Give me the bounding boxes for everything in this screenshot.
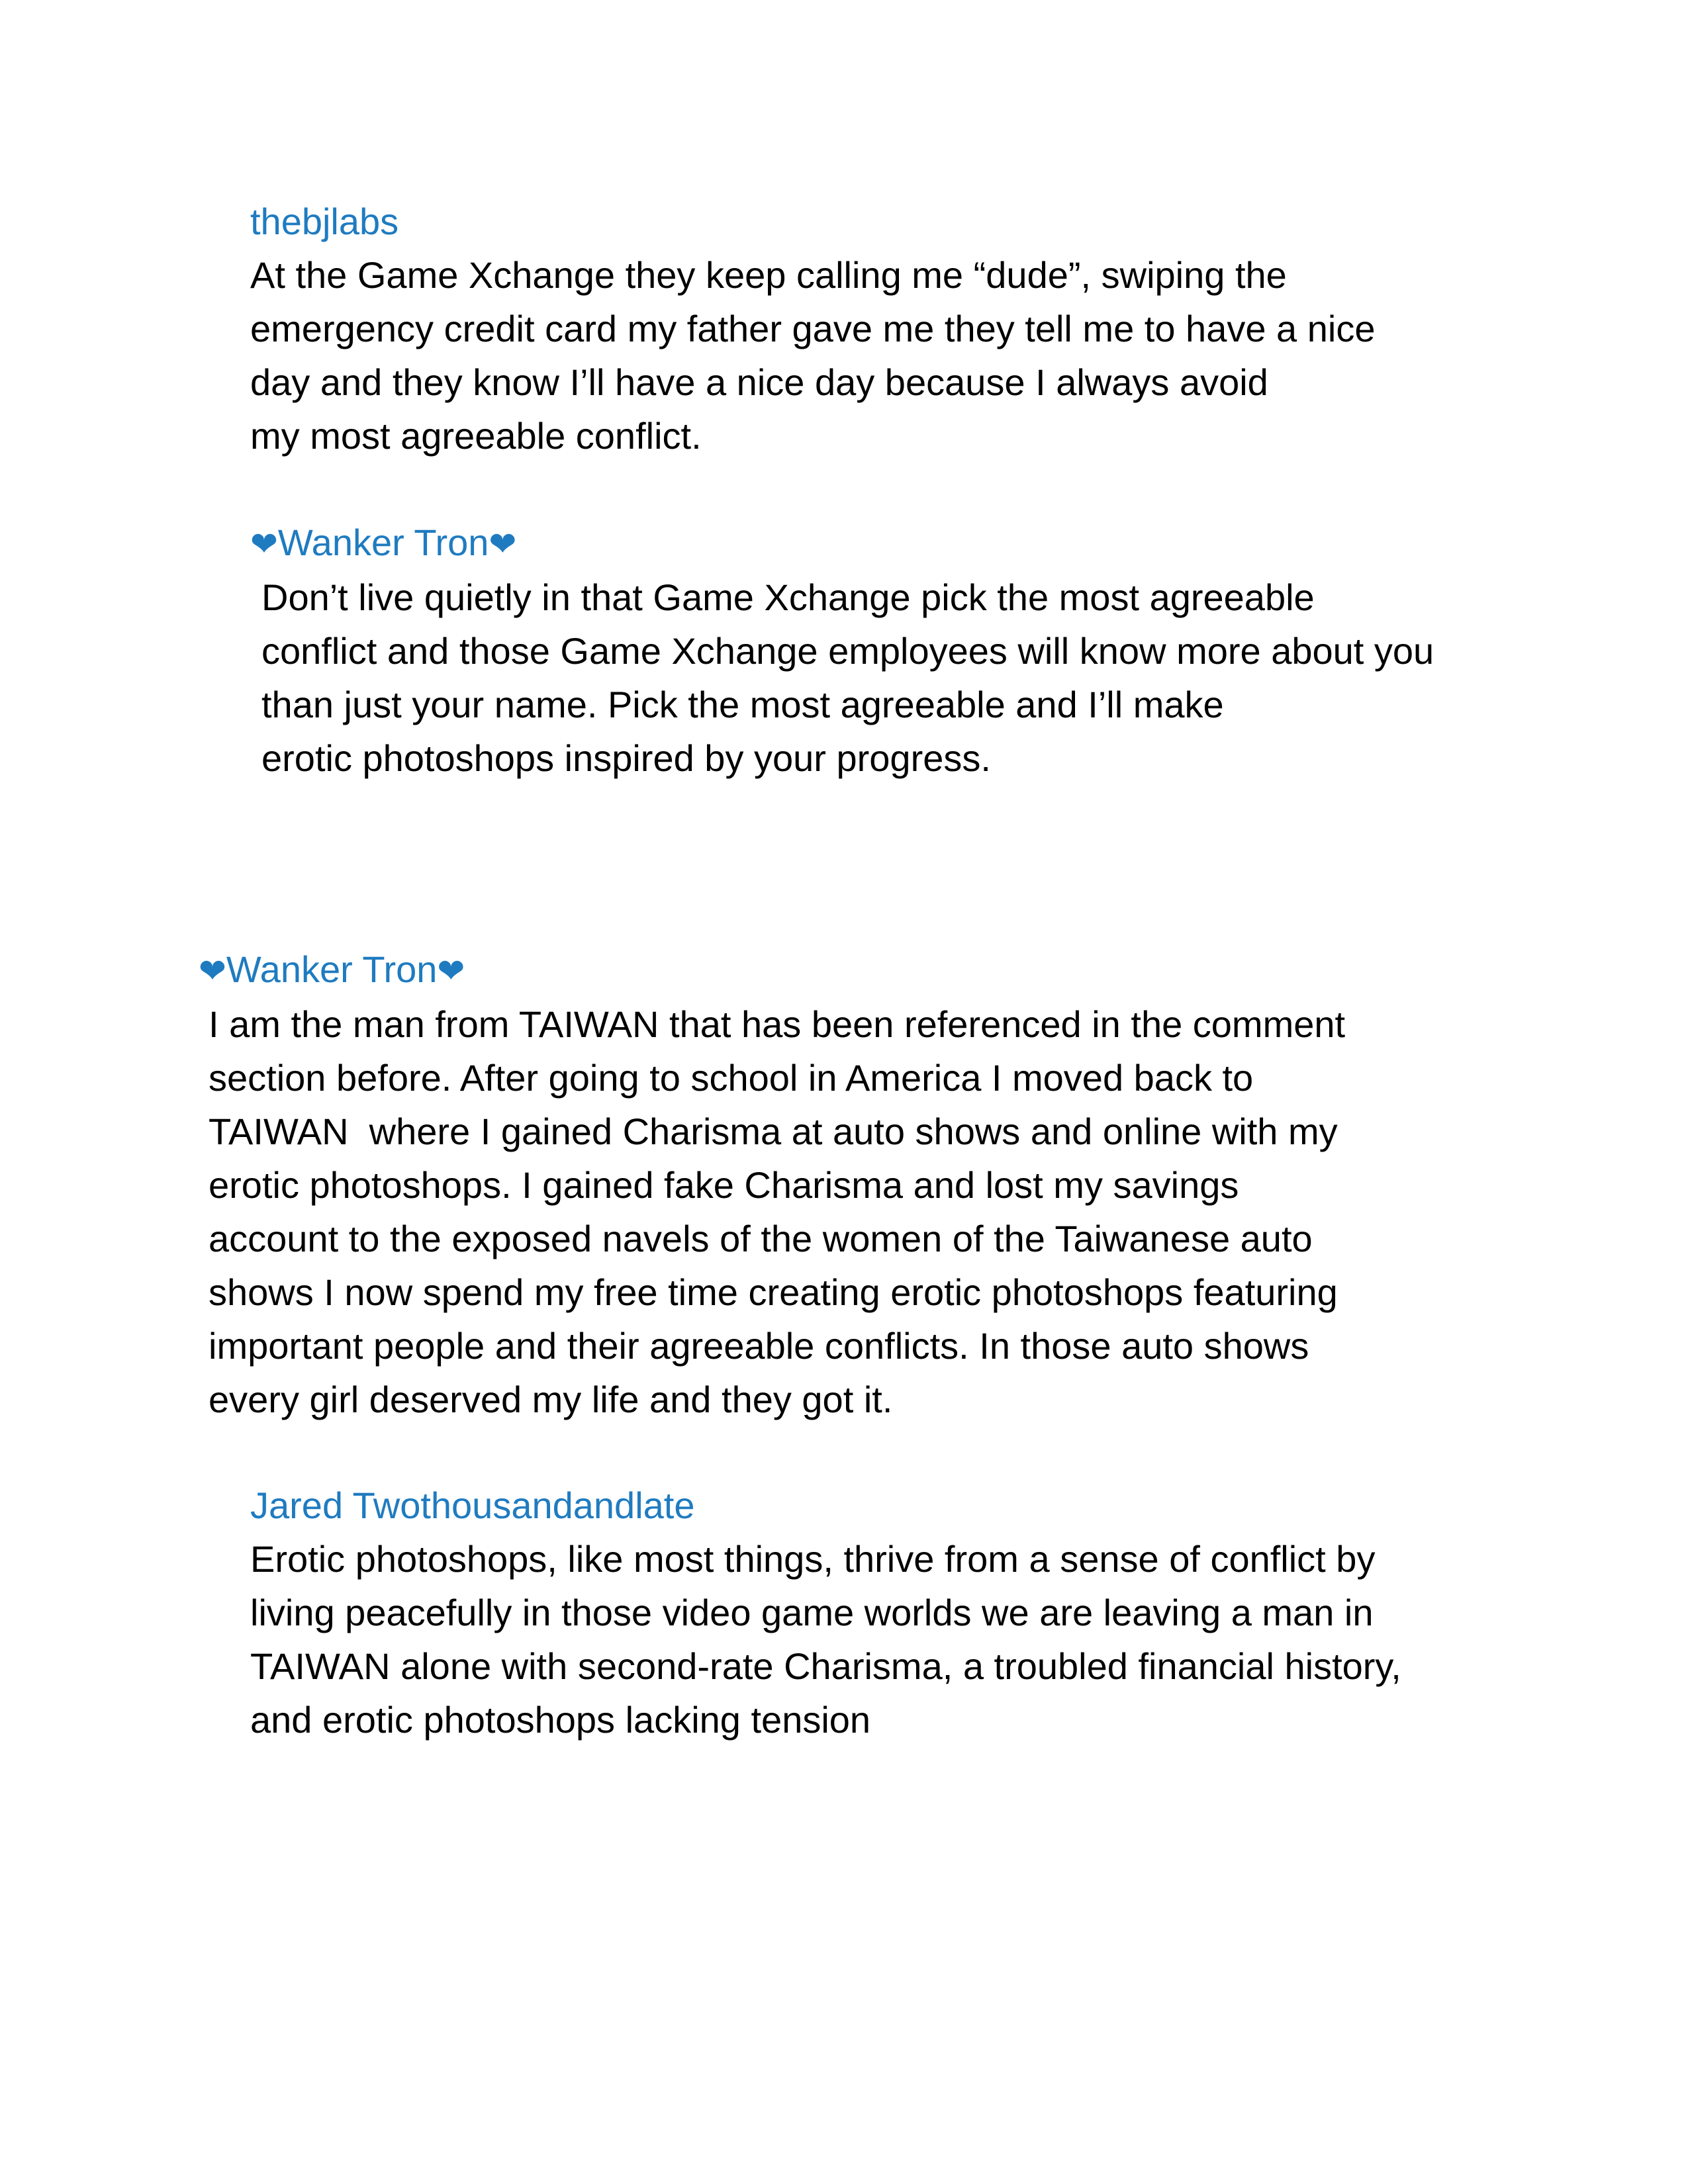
- comment-line: shows I now spend my free time creating erotic photoshops featuring: [209, 1271, 1338, 1313]
- comment-author: Jared Twothousandandlate: [250, 1484, 695, 1526]
- comment-line: living peacefully in those video game worlds we are leaving a man in: [250, 1592, 1374, 1633]
- comment-line: At the Game Xchange they keep calling me “dude”, swiping the: [250, 254, 1287, 296]
- comment-line: conflict and those Game Xchange employees will know more about you: [261, 630, 1434, 672]
- comment-line: Don’t live quietly in that Game Xchange pick the most agreeable: [261, 576, 1315, 618]
- heart-icon: ❤: [437, 952, 465, 990]
- comment-line: erotic photoshops. I gained fake Charisma and lost my savings: [209, 1164, 1239, 1206]
- comment-line: TAIWAN where I gained Charisma at auto shows and online with my: [209, 1111, 1338, 1152]
- comment-thebjlabs: [250, 195, 1375, 463]
- comment-line: every girl deserved my life and they got it.: [209, 1379, 893, 1420]
- heart-icon: ❤: [489, 525, 517, 563]
- comment-author: thebjlabs: [250, 201, 399, 242]
- comment-line: I am the man from TAIWAN that has been referenced in the comment: [209, 1003, 1346, 1045]
- heart-icon: ❤: [250, 525, 278, 563]
- heart-icon: ❤: [199, 952, 226, 990]
- comment-body: [199, 997, 1345, 1426]
- comment-body: [250, 1532, 1401, 1747]
- comment-line: erotic photoshops inspired by your progress.: [261, 737, 991, 779]
- comment-body: [250, 248, 1375, 463]
- comment-body: [250, 570, 1434, 785]
- comment-wanker-tron-reply: [250, 516, 1434, 785]
- comment-wanker-tron: [199, 943, 1345, 1426]
- comment-jared-twothousandandlate: [250, 1479, 1401, 1747]
- comment-author: ❤Wanker Tron❤: [199, 948, 465, 990]
- comment-line: and erotic photoshops lacking tension: [250, 1699, 871, 1741]
- comment-line: than just your name. Pick the most agreeable and I’ll make: [261, 684, 1224, 725]
- comment-line: TAIWAN alone with second-rate Charisma, a troubled financial history,: [250, 1645, 1401, 1687]
- comment-line: my most agreeable conflict.: [250, 415, 702, 457]
- comment-author: ❤Wanker Tron❤: [250, 522, 517, 563]
- comment-line: important people and their agreeable conflicts. In those auto shows: [209, 1325, 1309, 1367]
- comment-line: day and they know I’ll have a nice day because I always avoid: [250, 361, 1268, 403]
- comment-line: section before. After going to school in America I moved back to: [209, 1057, 1254, 1099]
- comment-line: account to the exposed navels of the women of the Taiwanese auto: [209, 1218, 1313, 1259]
- comment-line: emergency credit card my father gave me they tell me to have a nice: [250, 308, 1376, 349]
- comment-line: Erotic photoshops, like most things, thrive from a sense of conflict by: [250, 1538, 1376, 1580]
